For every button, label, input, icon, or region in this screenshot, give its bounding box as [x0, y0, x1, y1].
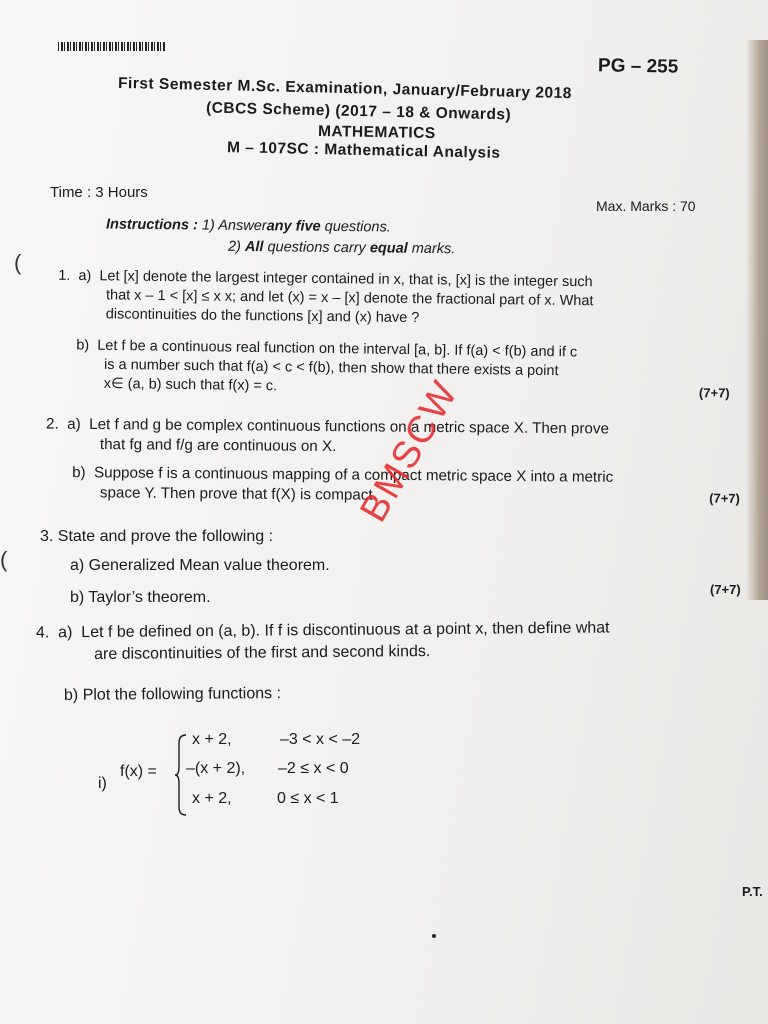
instruction-1-pre: Answer [218, 217, 267, 235]
part-label: a) [78, 267, 92, 285]
instruction-1-post: questions. [324, 218, 391, 236]
instruction-2 [228, 239, 455, 257]
question-text: Let f be defined on (a, b). If f is discontinuous at a point x, then define what [81, 619, 610, 642]
instruction-2-bold2: equal [369, 240, 408, 257]
page-turn-label: P.T. [742, 884, 763, 899]
part-label: b) [72, 464, 86, 482]
part-label: a) [58, 624, 73, 642]
case-cond: –3 < x < –2 [280, 731, 361, 748]
instruction-2-mid: questions carry [267, 239, 366, 257]
question-text: that x – 1 < [x] ≤ x x; and let (x) = x – [x] denote the fractional part of x. What [105, 287, 594, 310]
paper-code: PG – 255 [597, 55, 679, 78]
question-number: 1. [58, 267, 71, 284]
question-text: discontinuities do the functions [x] and (x) have ? [105, 306, 420, 326]
case-expr: –(x + 2), [186, 760, 246, 777]
part-label: a) [67, 415, 81, 433]
case-cond: 0 ≤ x < 1 [277, 790, 339, 807]
instruction-2-num: 2) [227, 238, 241, 255]
function-name: f(x) = [120, 763, 157, 780]
time-allowed: Time : 3 Hours [50, 184, 148, 201]
question-text: Let f and g be complex continuous functions on a metric space X. Then prove [89, 415, 610, 438]
part-label: b) [76, 337, 90, 354]
question-3b: b) Taylor’s theorem. [70, 589, 211, 606]
question-text: Let [x] denote the largest integer contained in x, that is, [x] is the integer such [99, 268, 593, 291]
question-4a [36, 617, 610, 667]
watermark: BMSCW [352, 373, 467, 530]
case-expr: x + 2, [192, 790, 232, 807]
question-text: Let f be a continuous real function on the interval [a, b]. If f(a) < f(b) and if c [97, 337, 578, 361]
question-number: 4. [35, 624, 50, 642]
barcode [58, 42, 166, 51]
marks-label: (7+7) [709, 490, 740, 506]
question-text: is a number such that f(a) < c < f(b), then show that there exists a point [103, 356, 559, 380]
binding-hole-mark: ( [14, 250, 22, 275]
question-text: are discontinuities of the first and second kinds. [94, 643, 431, 664]
page-edge-shadow [746, 40, 768, 600]
marks-label: (7+7) [698, 384, 730, 401]
subject: MATHEMATICS [317, 122, 436, 143]
case-cond: –2 ≤ x < 0 [278, 760, 349, 777]
case-expr: x + 2, [192, 731, 232, 748]
question-1a [58, 267, 594, 330]
instruction-1 [106, 217, 391, 236]
binding-hole-mark: ( [0, 547, 8, 572]
max-marks: Max. Marks : 70 [596, 198, 696, 214]
instruction-1-bold: any five [266, 218, 321, 235]
question-text: Suppose f is a continuous mapping of a compact metric space X into a metric [93, 464, 614, 486]
instruction-2-post: marks. [411, 240, 456, 258]
instruction-2-bold: All [244, 238, 264, 256]
subpart-label: i) [98, 775, 107, 792]
marks-label: (7+7) [710, 582, 741, 597]
question-1b [76, 336, 731, 402]
question-4b: b) Plot the following functions : [63, 685, 282, 704]
exam-title: First Semester M.Sc. Examination, January/February 2018 [117, 74, 573, 103]
question-text: space Y. Then prove that f(X) is compact. [99, 484, 377, 504]
scheme-line: (CBCS Scheme) (2017 – 18 & Onwards) [205, 99, 512, 124]
question-2a [46, 415, 609, 459]
instruction-1-num: 1) [201, 217, 215, 234]
question-3a: a) Generalized Mean value theorem. [70, 557, 330, 574]
question-number: 2. [46, 415, 59, 433]
ink-dot [432, 934, 436, 938]
course-title: M – 107SC : Mathematical Analysis [226, 139, 501, 162]
question-3: 3. State and prove the following : [40, 528, 274, 545]
instructions-label: Instructions : [105, 216, 198, 234]
question-text: x∈ (a, b) such that f(x) = c. [103, 375, 278, 394]
question-text: that fg and f/g are continuous on X. [99, 435, 337, 455]
